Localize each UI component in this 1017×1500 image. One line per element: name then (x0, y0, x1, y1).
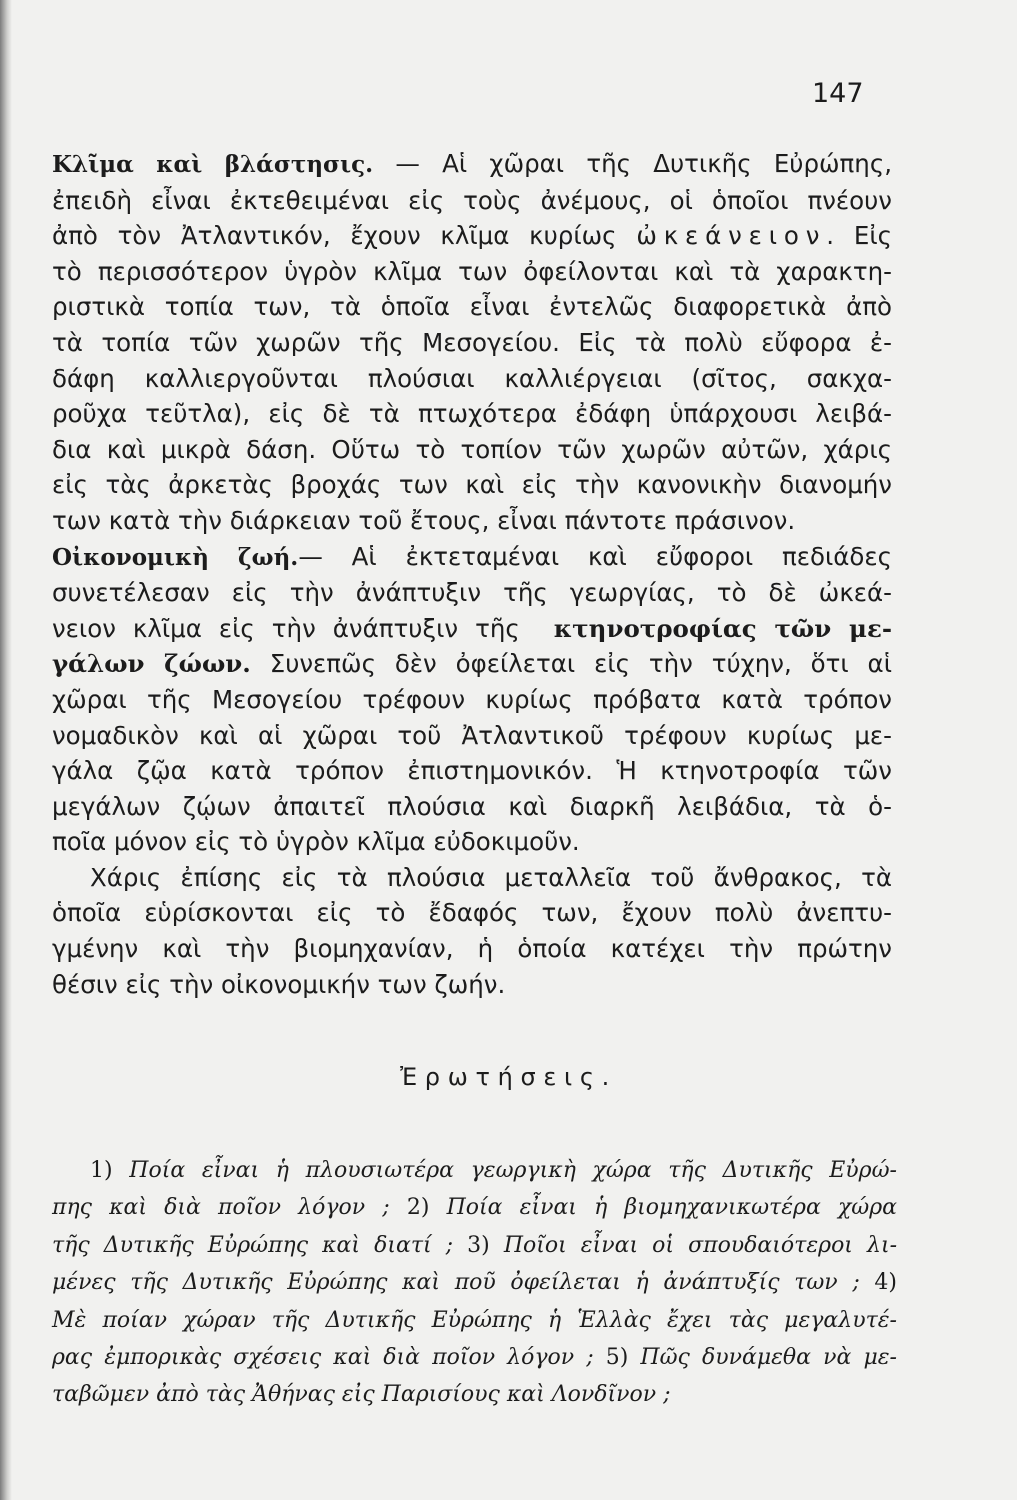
text-line: ροῦχα τεῦτλα), εἰς δὲ τὰ πτωχότερα ἐδάφη ὑπάρχουσι λειβά- (52, 399, 892, 429)
bold-phrase: γάλων ζώων. (52, 649, 251, 679)
text-line (52, 218, 892, 254)
question-line (52, 1189, 897, 1226)
question-text: μένες τῆς Δυτικῆς Εὐρώπης καὶ ποῦ ὀφείλεται ἡ ἀνάπτυξίς των ; (52, 1270, 875, 1296)
question-number: 2) (406, 1195, 430, 1221)
text-line: γμένην καὶ τὴν βιομηχανίαν, ἡ ὁποία κατέχει τὴν πρώτην (52, 934, 892, 964)
page-number: 147 (812, 78, 864, 109)
question-line: ταβῶμεν ἀπὸ τὰς Ἀθήνας εἰς Παρισίους καὶ Λονδῖνον ; (52, 1382, 671, 1408)
question-text: Ποία εἶναι ἡ βιομηχανικωτέρα χώρα (429, 1195, 898, 1221)
emphasized-word: ὠκεάνειον (636, 221, 827, 251)
text-line (52, 646, 892, 682)
section-heading-economy: Οἰκονομικὴ ζωή. (52, 543, 299, 571)
text-line (52, 146, 892, 183)
question-text: ρας ἐμπορικὰς σχέσεις καὶ διὰ ποῖον λόγον ; (52, 1345, 606, 1371)
question-line (52, 1152, 897, 1189)
question-number: 3) (467, 1232, 490, 1258)
text-line: ποῖα μόνον εἰς τὸ ὑγρὸν κλῖμα εὐδοκιμοῦν. (52, 827, 580, 857)
text-line: μεγάλων ζῴων ἀπαιτεῖ πλούσια καὶ διαρκῆ λειβάδια, τὰ ὁ- (52, 791, 892, 821)
text-line: νομαδικὸν καὶ αἱ χῶραι τοῦ Ἀτλαντικοῦ τρέφουν κυρίως με- (52, 720, 892, 750)
text-line (52, 539, 892, 576)
question-number: 5) (605, 1345, 629, 1371)
question-line (52, 1227, 897, 1264)
text-line: ἐπειδὴ εἶναι ἐκτεθειμέναι εἰς τοὺς ἀνέμους, οἱ ὁποῖοι πνέουν (52, 185, 892, 215)
question-text: Ποῖοι εἶναι οἱ σπουδαιότεροι λι- (489, 1232, 898, 1258)
questions-block (52, 1152, 897, 1414)
text-span: — Αἱ ἐκτεταμέναι καὶ εὔφοροι πεδιάδες (298, 541, 893, 571)
text-span: — Αἱ χῶραι τῆς Δυτικῆς Εὐρώπης, (395, 149, 892, 178)
text-span: νειον κλῖμα εἰς τὴν ἀνάπτυξιν τῆς (52, 613, 520, 643)
question-number: 4) (874, 1270, 897, 1296)
question-text: τῆς Δυτικῆς Εὐρώπης καὶ διατί ; (52, 1232, 468, 1258)
question-line (52, 1264, 897, 1301)
text-line: ριστικὰ τοπία των, τὰ ὁποῖα εἶναι ἐντελῶς διαφορετικὰ ἀπὸ (52, 292, 892, 322)
question-line: Μὲ ποίαν χώραν τῆς Δυτικῆς Εὐρώπης ἡ Ἑλλὰς ἔχει τὰς μεγαλυτέ- (52, 1307, 897, 1333)
question-line (52, 1339, 897, 1376)
text-line: τὰ τοπία τῶν χωρῶν τῆς Μεσογείου. Εἰς τὰ πολὺ εὔφορα ἐ- (52, 327, 892, 357)
questions-title: Ἐρωτήσεις. (400, 1063, 617, 1091)
body-text (52, 146, 892, 1002)
text-line: γάλα ζῷα κατὰ τρόπον ἐπιστημονικόν. Ἡ κτηνοτροφία τῶν (52, 756, 892, 786)
text-line (52, 611, 892, 647)
text-span: ἀπὸ τὸν Ἀτλαντικόν, ἔχουν κλῖμα κυρίως (52, 221, 617, 251)
text-line: δια καὶ μικρὰ δάση. Οὕτω τὸ τοπίον τῶν χωρῶν αὐτῶν, χάρις (52, 434, 892, 464)
bold-phrase: κτηνοτροφίας τῶν με- (553, 613, 893, 643)
text-span: Συνεπῶς δὲν ὀφείλεται εἰς τὴν τύχην, ὅτι αἱ (269, 649, 892, 679)
question-number: 1) (90, 1158, 113, 1183)
question-text: πης καὶ διὰ ποῖον λόγον ; (52, 1195, 407, 1221)
text-line: ὁποῖα εὑρίσκονται εἰς τὸ ἔδαφός των, ἔχουν πολὺ ἀνεπτυ- (52, 898, 892, 928)
text-line: χῶραι τῆς Μεσογείου τρέφουν κυρίως πρόβατα κατὰ τρόπον (52, 684, 892, 714)
section-heading-climate: Κλῖμα καὶ βλάστησις. (52, 151, 374, 178)
text-line: Χάρις ἐπίσης εἰς τὰ πλούσια μεταλλεῖα τοῦ ἄνθρακος, τὰ (90, 862, 892, 892)
text-line: δάφη καλλιεργοῦνται πλούσιαι καλλιέργειαι (σῖτος, σακχα- (52, 363, 892, 393)
text-span: . Εἰς (826, 221, 893, 251)
text-line: των κατὰ τὴν διάρκειαν τοῦ ἔτους, εἶναι πάντοτε πράσινον. (52, 505, 796, 535)
text-line: τὸ περισσότερον ὑγρὸν κλῖμα των ὀφείλονται καὶ τὰ χαρακτη- (52, 256, 892, 286)
text-line: συνετέλεσαν εἰς τὴν ἀνάπτυξιν τῆς γεωργίας, τὸ δὲ ὠκεά- (52, 578, 892, 608)
text-line: εἰς τὰς ἀρκετὰς βροχάς των καὶ εἰς τὴν κανονικὴν διανομήν (52, 470, 892, 500)
question-text: Ποία εἶναι ἡ πλουσιωτέρα γεωργικὴ χώρα τῆς Δυτικῆς Εὐρώ- (112, 1158, 897, 1183)
text-line: θέσιν εἰς τὴν οἰκονομικήν των ζωήν. (52, 969, 506, 999)
question-text: Πῶς δυνάμεθα νὰ με- (628, 1345, 897, 1371)
spine-shadow (0, 0, 12, 1500)
